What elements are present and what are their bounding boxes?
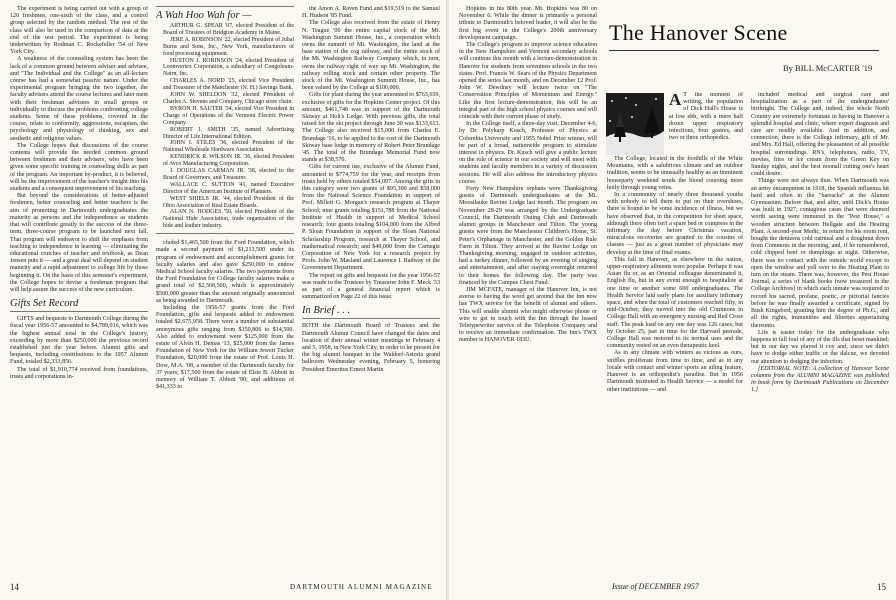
left-col2-body bbox=[156, 240, 294, 391]
wah-hoo-wah-item: ROBERT I. SMITH '35, named Advertising Director of Life International Edition. bbox=[163, 126, 294, 140]
right-col3-body bbox=[751, 92, 889, 366]
hanover-scene-title: The Hanover Scene bbox=[609, 20, 788, 45]
wah-hoo-wah-item: ARTHUR G. SPEAR '07, elected President of the Board of Trustees of Bridgton Academy in Maine. bbox=[163, 23, 294, 36]
hanover-scene-masthead bbox=[609, 20, 879, 51]
wah-hoo-wah-item: BYRON H. SAUTER '34, elected Vice President in Charge of Operations of the Vermont Electric Power Company. bbox=[163, 105, 294, 126]
article-paragraph: Including the 1956-57 grants from the Ford Foundation, gifts and bequests added to endowment totaled $2,675,958. There were a number of substantial anonymous gifts ranging from $150,806 to $14,500. Also added to endowment were $125,000 from the estate of Alvin H. Demas '13, $25,000 from the James Foundation of New York for the William Jewett Tucker Foundation, $20,000 from the estate of Prof. Louis H. Dow, M.A. '08, a member of the Dartmouth faculty for 37 years; $17,500 from the estate of Elsie B. Abbott in memory of William T. Abbott '90; and additions of $41,333 to bbox=[156, 305, 294, 391]
article-paragraph: Gifts for plant during the year amounted to $763,659, exclusive of gifts for the Hopkins Center project. Of this amount, $461,748 was in support of the Dartmouth Skiway at Holt's Ledge. With previous gifts, the total raised for the ski project through June 30 was $133,613. The College also received $15,000 from Charles E. Brundage '16, to be applied to the cost of the Dartmouth Skiway base lodge in memory of Robert Peter Brundage '45. The total of the Brundage Memorial Fund now stands at $38,570. bbox=[302, 92, 440, 164]
wah-hoo-wah-item: JOHN I. STILES '36, elected President of the National Wholesale Hardware Association. bbox=[163, 140, 294, 154]
hanover-scene-paragraph: As in any climate with winters as vicious as ours, sniffles proliferate from time to time, and as in any locale with contact and winter sports an ailing feature, Hanover is an orthopedist's paradise. But in 1956 Dartmouth instituted in Health Service — a model for other institutions — and bbox=[607, 350, 743, 393]
gifts-paragraph: GIFTS and bequests to Dartmouth College during the fiscal year 1956-57 amounted to $4,789,016, which was the highest annual total in the College's history, exceeding by more than $250,000 the previous record established just the year before. Alumni gifts and bequests, including contributions to the 1957 Alumni Fund, totaled $2,333,856. bbox=[10, 316, 148, 366]
left-col3-body bbox=[302, 6, 440, 301]
wah-hoo-wah-item: ALAN N. HODGES '50, elected President of the National Hide Association, trade organization of the hide and leather industry. bbox=[163, 209, 294, 230]
right-page-number: 15 bbox=[877, 582, 886, 592]
article-paragraph: The College hopes that discussions of the course contents will provide the needed common ground between freshmen and their advisers, who have been given some specific training in counseling skills as part of the program. An important by-product, it is believed, will be the improvement of the teacher's insight into his students and a consequent improvement of his teaching. bbox=[10, 142, 148, 193]
issue-footer: Issue of DECEMBER 1957 bbox=[612, 582, 699, 591]
left-column-3 bbox=[302, 6, 440, 566]
article-paragraph: the Amon A. Raven Fund and $19,519 to the Samuel H. Hudson '85 Fund. bbox=[302, 6, 440, 20]
article-paragraph: The experiment is being carried out with a group of 120 freshmen, one-sixth of the class, and a control group selected by the random method. The rest of the class will also be used in the comparison of data at the end of the test period. The experiment is being underwritten by Rodman C. Rockefeller '54 of New York City. bbox=[10, 6, 148, 56]
right-column-2 bbox=[607, 92, 743, 566]
in-brief-title: In Brief . . . bbox=[302, 305, 351, 317]
article-paragraph: A weakness of the counseling system has been the lack of a common ground between adviser and advisee, and "The Individual and the College" as an all-lecture course has had a somewhat passive nature. Under the experimental program bringing the two together, the faculty advisers attend the course lectures and later meet with their freshman advisees in small groups or individually to discuss the problems confronting college students. Some of these problems, covered in the course, relate to conformity, aggressions, escapism, the psychology and physiology of thinking, sex and aesthetic and religious values. bbox=[10, 56, 148, 142]
wah-hoo-wah-box bbox=[156, 6, 294, 234]
article-paragraph: In the College itself, a three-day visit, December 4-6, by Dr. Polykarp Kusch, Professor of Physics at Columbia University and 1955 Nobel Prize winner, will be part of a broad, nationwide program to stimulate interest in physics. Dr. Kusch will give a public lecture on the role of science in our society and will meet with students and faculty members in a variety of discussion sessions. He will also address the introductory physics course. bbox=[459, 121, 597, 185]
wah-hoo-wah-item: CHARLES A. NORD '25, elected Vice President and Treasurer of the Manchester (N. H.) Savings Bank. bbox=[163, 78, 294, 92]
wah-hoo-wah-title: A Wah Hoo Wah for — bbox=[156, 10, 252, 21]
right-column-3 bbox=[751, 92, 889, 566]
gifts-title-rule bbox=[10, 311, 148, 312]
gifts-body bbox=[10, 316, 148, 381]
article-paragraph: The College also received from the estate of Henry N. Teague '00 the entire capital stock of the Mt. Washington Summit House, Inc., a corporation which owns the summit of Mt. Washington, the land at the base station of the cog railway, and the entire stock of the Mt. Washington Railway Company which, in turn, owns the railway right of way up Mt. Washington, the railway rolling stock and certain other property. The stock of the Mt. Washington Summit House, Inc., has been valued by the College at $100,000. bbox=[302, 20, 440, 92]
gifts-paragraph: The total of $1,910,774 received from foundations, trusts and corporations in- bbox=[10, 366, 148, 380]
article-paragraph: But beyond the considerations of better-adjusted freshmen, better counseling and better teachers is the aim of promoting in Dartmouth undergraduates the maturity as persons and the independence as students that will contribute greatly to the success of the three-term, three-course program to be launched next fall. That program will endeavor to shift the emphasis from teaching to independence in learning — eliminating the educational crutches of teacher and textbook, as Dean Jensen puts it — and a great deal will depend on student maturity and a rapid adjustment to college life by those beginning it. On the basis of this semester's experiment, the College hopes to devise a freshman program that will help assure the success of the new curriculum. bbox=[10, 193, 148, 293]
article-paragraph: The College's program to improve science education in the New Hampshire and Vermont secondary schools will continue this month with a lecture-demonstration in Hanover for students from seventeen schools in the two states. Prof. Francis W. Sears of the Physics Department opened the series last month, and on December 12 Prof. John W. Dewdney will lecture twice on "The Conservation Principles of Momentum and Energy." Like the first lecture-demonstration, this will be an integral part of the high school physics courses and will coincide with their current phase of study. bbox=[459, 42, 597, 121]
right-page bbox=[449, 0, 896, 600]
editorial-note: [EDITORIAL NOTE: A collection of Hanover Scene columns from the ALUMNI MAGAZINE was published in book form by Dartmouth Publications on December 1.] bbox=[751, 365, 889, 394]
article-paragraph: Gifts for current use, exclusive of the Alumni Fund, amounted to $774,759 for the year, and receipts from trusts held by others totaled $54,097. Among the gifts in this category were two grants of $95,300 and $58,000 from the National Science Foundation in support of Prof. Millett G. Morgan's research program at Thayer School; nine grants totaling $151,788 from the National Institute of Health in support of Medical School research; four grants totaling $104,000 from the Alfred P. Sloan Foundation in support of the Sloan National Scholarship Program, research at Thayer School, and mathematical research; and $40,000 from the Carnegie Corporation of New York for a research project by Profs. John W. Masland and Laurence I. Radway of the Government Department. bbox=[302, 164, 440, 272]
opening-paragraph: T the moment of writing, the population of Dick Hall's House is at low ebb, with a mere half dozen upper respiratory infections, four gastres, and two or three orthopedics. bbox=[669, 92, 743, 142]
magazine-footer: DARTMOUTH ALUMNI MAGAZINE bbox=[290, 583, 433, 591]
left-column-2 bbox=[156, 6, 294, 566]
wah-hoo-wah-item: JERE A. ROBINSON '22, elected President of Jubal Burns and Sons, Inc., New York, manufacturers of food processing equipment. bbox=[163, 36, 294, 57]
byline: By BILL McCARTER '19 bbox=[783, 63, 873, 73]
wah-hoo-wah-item: WALLACE C. SUTTON '41, named Executive Director of the American Institute of Planners. bbox=[163, 181, 294, 195]
in-brief-rule bbox=[302, 318, 440, 319]
masthead-rule bbox=[609, 50, 879, 51]
article-paragraph: Hopkins in his 80th year. Mr. Hopkins was 80 on November 6. While the dinner is primarily a personal tribute to Dartmouth's beloved leader, it will also be the first big event in the College's 200th anniversary development campaign. bbox=[459, 6, 597, 41]
hanover-scene-paragraph: Life is easier today for the undergraduate who happens to fall foul of any of the ills that beset mankind; but in our day we played it coy and, since we didn't have to dodge either traffic or the dalcue, we devoted our attention to dodging the infection. bbox=[751, 329, 889, 365]
left-column-1 bbox=[10, 6, 148, 566]
hanover-scene-paragraph: included medical and surgical care and hospitalization as a part of the undergraduates' birthright. The College and, indeed, the whole North Country are extremely fortunate in having in Hanover a splendid hospital and clinic, where expert diagnosis and care are readily available. And in addition, and connection, there is the College infirmary, gift of Mr. and Mrs. Ed Hall, offering the pleasantest of all possible hospital surroundings. RN's, telephones, radio, TV, movies, fries or ice cream from the Green Key on Sunday nights, and the best noonall cutting one's heart could desire. bbox=[751, 92, 889, 178]
hanover-scene-paragraph: Things were not always thus. When Dartmouth was an army encampment in 1918, the Spanish influenza hit hard and often in the "barracks" at the Alumni Gymnasium. Before that, and after, until Dick's House was built in 1927, contagious cases that were deemed worth saving were immured in the "Pest House," a wooden structure between Hellgate and the Heating Plant. A second-year Medic, in return for his room rent, bought the denizens cold oatmeal and a doughnut down from Commons in the morning, and, if he remembered, cold chipped beef or dumplings at night. Otherwise, there was no contact with the outside world except to open the window and yell over to the Heating Plant to turn on the steam. There was, however, the Pest House Journal, a series of blank books (now treasured in the College Archives) in which each inmate was required to record his sacred, profane, poetic, or pictorial fancies before he was finally awarded a certificate, signed by Bush Kingsford, granting him the degree of Ph.G., and all the rights, immunities and liberties appertaining thereunto. bbox=[751, 178, 889, 329]
gifts-section-title: Gifts Set Record bbox=[10, 298, 79, 310]
in-brief-paragraph: BOTH the Dartmouth Board of Trustees and the Dartmouth Alumni Council have changed the dates and location of their annual winter meetings to February 4 and 5, 1958, in New York City, in order to be present for the big alumni banquet in the Waldorf-Astoria grand ballroom Wednesday evening, February 5, honoring President Emeritus Ernest Martin bbox=[302, 323, 440, 373]
article-paragraph: Forty New Hampshire orphans were Thanksgiving guests of Dartmouth undergraduates at the Mt. Moosilauke Ravine Lodge last month. The program on November 28-29 was arranged by the Undergraduate Council, the Dartmouth Outing Club and Dartmouth alumni groups in Manchester and Tilton. The young guests were from the Manchester Children's Home, St. Peter's Orphanage in Manchester, and the Golden Rule Farm in Tilton. They arrived at the Ravine Lodge on Thanksgiving morning, engaged in outdoor activities, had a turkey dinner, followed by an evening of singing and entertainment, and after staying overnight returned to their homes the following day. The party was financed by the Campus Chest Fund. bbox=[459, 186, 597, 286]
wah-hoo-wah-item: WEST SHIELS JR. '44, elected President of the Ohio Association of Real Estate Boards. bbox=[163, 195, 294, 209]
wah-hoo-wah-item: HUSTON J. ROBINSON '24, elected President of Loomvertex Corporation, a subsidiary of Congoleum-Nairn, Inc. bbox=[163, 57, 294, 78]
wah-hoo-wah-item: J. DOUGLAS CARMAN JR. '38, elected to the Board of Governors, and Treasurer. bbox=[163, 168, 294, 181]
left-page bbox=[0, 0, 447, 600]
hanover-scene-paragraph: This fall in Hanover, as elsewhere in the nation, upper-respiratory ailments were popular. Perhaps it was Asian flu or, as an Oriental colleague denominated it, English flu, but in any event enough to hospitalize at one time or another some 600 undergraduates. The Health Service laid early plans for auxiliary infirmary space, and when the total of customers reached fifty, in mid-October, they moved into the old Commons in College Hall with an emergency nursing and Red Cross staff. The peak load on any one day was 126 cases, but by October 25, just in time for the Harvard peerade, College Hall was restored to its normal uses and the community rested on an even therapeutic keel. bbox=[607, 256, 743, 350]
left-page-number: 14 bbox=[10, 582, 19, 592]
article-paragraph: The report on gifts and bequests for the year 1956-57 was made to the Trustees by Treasurer John F. Meck '33 as part of a general financial report which is summarized on Page 22 of this issue. bbox=[302, 272, 440, 301]
hanover-scene-paragraph: The College, located in the foothills of the White Mountains, with a salubrious climate and an outdoor tradition, seems to be unusually healthy as an imminent houseparty weekend sends the blood coursing more hotly through young veins. bbox=[607, 156, 743, 191]
right-col1-body bbox=[459, 6, 597, 345]
hanover-scene-paragraph: In a community of nearly three thousand youths with nobody to tell them to put on their overshoes, there is bound to be some incidence of illness, but we have observed that, in the competition for sheet space, although there often isn't a spare bed or compress in the infirmary the day before Christmas vacation, miraculous recoveries are granted to the cousins of classes — just as a great number of physicians may develop at the time of final exams. bbox=[607, 192, 743, 256]
wah-hoo-wah-list bbox=[156, 23, 294, 230]
article-paragraph: cluded $1,465,500 from the Ford Foundation, which made a second payment of $1,213,500 under its program of endowment and accomplishment grants for faculty salaries and also gave $250,000 to endow Medical School faculty salaries. The two payments from the Ford Foundation for College faculty salaries make a grand total of $2,568,500, which is approximately $500,000 greater than the amount originally announced as being awarded to Dartmouth. bbox=[156, 240, 294, 304]
left-col1-body bbox=[10, 6, 148, 294]
right-column-1 bbox=[459, 6, 597, 566]
wah-hoo-wah-item: KENDRICK R. WILSON JR. '36, elected President of Avco Manufacturing Corporation. bbox=[163, 154, 294, 168]
article-paragraph: JIM MCFATE, manager of the Hanover Inn, is not averse to having the word get around that the Inn now has TWX service for the benefit of alumni and others. This will enable alumni who might otherwise phone or wire to get in touch with the Inn through the leased Teletypewriter service of the Telephone Company and to receive an immediate confirmation. The Inn's TWX number is HANOVER 183U. bbox=[459, 286, 597, 344]
wah-hoo-wah-item: JOHN W. SHELDON '32, elected President of Charles A. Stevens and Company, Chicago store chain. bbox=[163, 92, 294, 105]
right-col2-body bbox=[607, 156, 743, 394]
dropcap-letter: A bbox=[669, 92, 682, 109]
dropcap-block bbox=[607, 92, 743, 156]
